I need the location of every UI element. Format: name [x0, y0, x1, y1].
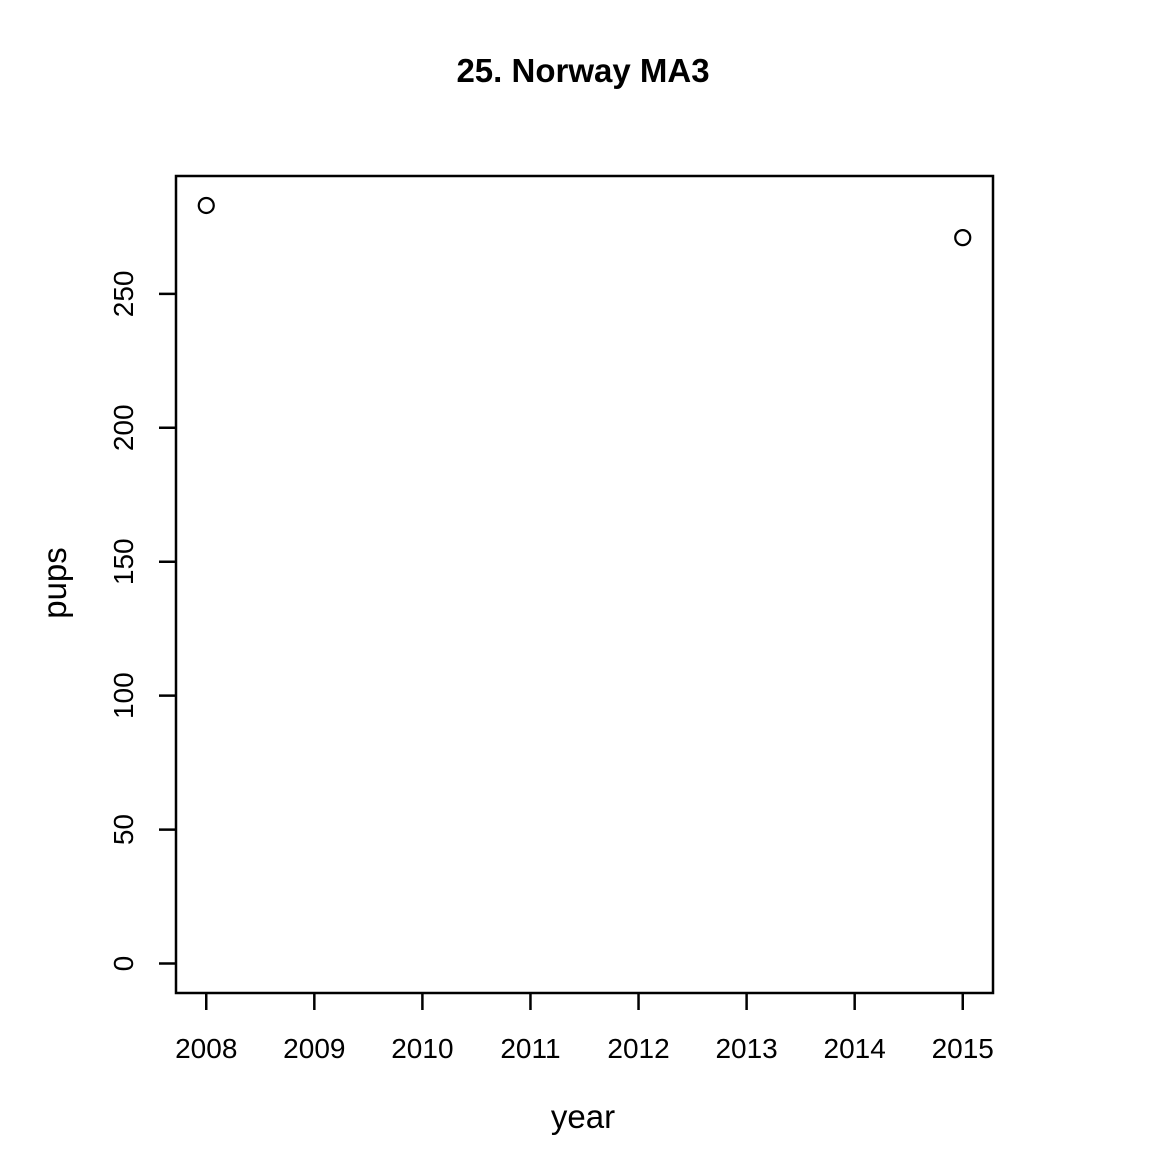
x-tick-label: 2014 — [823, 1033, 886, 1064]
y-tick-label: 0 — [108, 955, 139, 972]
plot-area — [176, 176, 993, 993]
y-tick-label: 100 — [108, 672, 139, 720]
x-tick-label: 2011 — [500, 1033, 561, 1064]
x-tick-label: 2012 — [607, 1033, 670, 1064]
y-tick-label: 150 — [108, 538, 139, 586]
x-tick-label: 2008 — [175, 1033, 238, 1064]
y-axis-label: pups — [36, 547, 73, 619]
x-tick-label: 2015 — [931, 1033, 994, 1064]
x-axis-label: year — [550, 1098, 616, 1135]
y-axis — [108, 271, 176, 972]
x-axis — [175, 993, 994, 1064]
x-tick-label: 2010 — [391, 1033, 454, 1064]
data-points — [199, 198, 970, 245]
chart-title: 25. Norway MA3 — [456, 52, 710, 89]
data-point — [199, 198, 214, 213]
y-tick-label: 200 — [108, 404, 139, 452]
x-tick-label: 2009 — [283, 1033, 346, 1064]
x-tick-label: 2013 — [715, 1033, 778, 1064]
y-tick-label: 250 — [108, 270, 139, 318]
y-tick-label: 50 — [108, 814, 139, 846]
data-point — [955, 230, 970, 245]
